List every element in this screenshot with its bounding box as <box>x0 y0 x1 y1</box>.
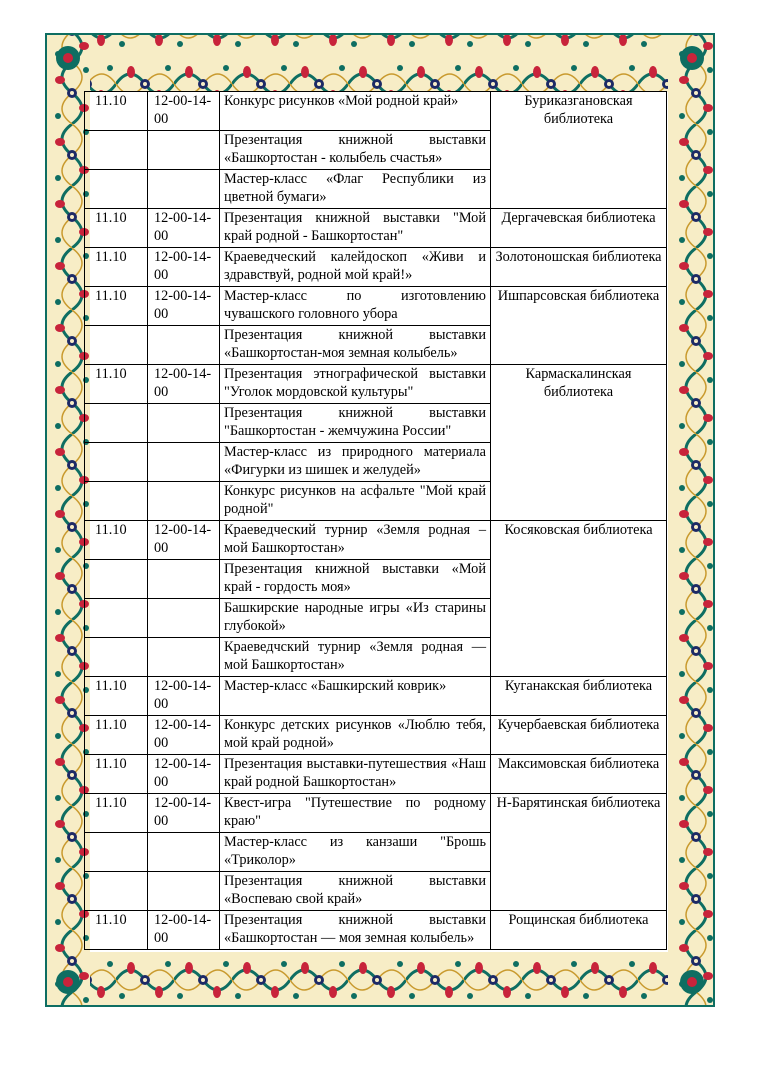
date-cell: 11.10 <box>85 521 148 560</box>
event-cell: Презентация книжной выставки «Башкортостан - колыбель счастья» <box>220 131 491 170</box>
date-cell: 11.10 <box>85 755 148 794</box>
date-cell <box>85 560 148 599</box>
library-cell: Буриказгановская библиотека <box>491 92 667 209</box>
time-cell: 12-00-14-00 <box>148 92 220 131</box>
date-cell <box>85 443 148 482</box>
date-cell <box>85 404 148 443</box>
time-cell <box>148 872 220 911</box>
time-cell <box>148 326 220 365</box>
library-cell: Кучербаевская библиотека <box>491 716 667 755</box>
date-cell: 11.10 <box>85 794 148 833</box>
date-cell: 11.10 <box>85 248 148 287</box>
time-cell: 12-00-14-00 <box>148 287 220 326</box>
event-cell: Мастер-класс «Флаг Республики из цветной бумаги» <box>220 170 491 209</box>
border-bottom <box>46 952 714 1006</box>
time-cell <box>148 638 220 677</box>
event-cell: Квест-игра "Путешествие по родному краю" <box>220 794 491 833</box>
event-cell: Башкирские народные игры «Из старины глубокой» <box>220 599 491 638</box>
event-cell: Презентация книжной выставки «Башкортостан — моя земная колыбель» <box>220 911 491 950</box>
date-cell: 11.10 <box>85 677 148 716</box>
table-row <box>85 716 667 755</box>
event-cell: Презентация выставки-путешествия «Наш край родной Башкортостан» <box>220 755 491 794</box>
date-cell <box>85 170 148 209</box>
table-row <box>85 911 667 950</box>
library-cell: Рощинская библиотека <box>491 911 667 950</box>
table-row <box>85 92 667 131</box>
table-row <box>85 521 667 560</box>
event-cell: Конкурс рисунков «Мой родной край» <box>220 92 491 131</box>
event-cell: Краеведческий турнир «Земля родная – мой Башкортостан» <box>220 521 491 560</box>
table-row <box>85 209 667 248</box>
event-cell: Презентация книжной выставки "Башкортостан - жемчужина России" <box>220 404 491 443</box>
time-cell: 12-00-14-00 <box>148 755 220 794</box>
time-cell: 12-00-14-00 <box>148 365 220 404</box>
table-row <box>85 365 667 404</box>
library-cell: Кармаскалинская библиотека <box>491 365 667 521</box>
event-cell: Мастер-класс из природного материала «Фигурки из шишек и желудей» <box>220 443 491 482</box>
date-cell <box>85 326 148 365</box>
date-cell: 11.10 <box>85 911 148 950</box>
library-cell: Косяковская библиотека <box>491 521 667 677</box>
time-cell: 12-00-14-00 <box>148 911 220 950</box>
date-cell <box>85 482 148 521</box>
event-cell: Мастер-класс «Башкирский коврик» <box>220 677 491 716</box>
event-cell: Конкурс детских рисунков «Люблю тебя, мой край родной» <box>220 716 491 755</box>
date-cell: 11.10 <box>85 209 148 248</box>
event-cell: Презентация книжной выставки «Башкортостан-моя земная колыбель» <box>220 326 491 365</box>
library-cell: Золотоношская библиотека <box>491 248 667 287</box>
table-row <box>85 677 667 716</box>
time-cell <box>148 560 220 599</box>
table-row <box>85 794 667 833</box>
event-cell: Краеведчский турнир «Земля родная — мой Башкортостан» <box>220 638 491 677</box>
event-cell: Конкурс рисунков на асфальте "Мой край родной" <box>220 482 491 521</box>
table-row <box>85 248 667 287</box>
time-cell <box>148 131 220 170</box>
date-cell <box>85 131 148 170</box>
time-cell: 12-00-14-00 <box>148 521 220 560</box>
date-cell <box>85 638 148 677</box>
time-cell <box>148 599 220 638</box>
time-cell <box>148 833 220 872</box>
date-cell <box>85 872 148 911</box>
date-cell: 11.10 <box>85 287 148 326</box>
date-cell: 11.10 <box>85 92 148 131</box>
event-cell: Мастер-класс из канзаши "Брошь «Триколор» <box>220 833 491 872</box>
time-cell: 12-00-14-00 <box>148 677 220 716</box>
time-cell <box>148 443 220 482</box>
table-row <box>85 755 667 794</box>
date-cell <box>85 833 148 872</box>
date-cell: 11.10 <box>85 365 148 404</box>
event-cell: Презентация книжной выставки «Воспеваю свой край» <box>220 872 491 911</box>
date-cell <box>85 599 148 638</box>
border-top <box>46 34 714 92</box>
date-cell: 11.10 <box>85 716 148 755</box>
library-cell: Дергачевская библиотека <box>491 209 667 248</box>
border-right <box>668 34 714 1006</box>
library-cell: Куганакская библиотека <box>491 677 667 716</box>
library-cell: Ишпарсовская библиотека <box>491 287 667 365</box>
library-cell: Н-Барятинская библиотека <box>491 794 667 911</box>
time-cell <box>148 482 220 521</box>
table-row <box>85 287 667 326</box>
time-cell: 12-00-14-00 <box>148 248 220 287</box>
event-cell: Мастер-класс по изготовлению чувашского головного убора <box>220 287 491 326</box>
library-cell: Максимовская библиотека <box>491 755 667 794</box>
event-cell: Презентация этнографической выставки "Уголок мордовской культуры" <box>220 365 491 404</box>
time-cell <box>148 170 220 209</box>
time-cell: 12-00-14-00 <box>148 716 220 755</box>
time-cell: 12-00-14-00 <box>148 209 220 248</box>
event-cell: Презентация книжной выставки "Мой край родной - Башкортостан" <box>220 209 491 248</box>
event-cell: Краеведческий калейдоскоп «Живи и здравствуй, родной мой край!» <box>220 248 491 287</box>
time-cell: 12-00-14-00 <box>148 794 220 833</box>
time-cell <box>148 404 220 443</box>
event-cell: Презентация книжной выставки «Мой край - гордость моя» <box>220 560 491 599</box>
events-schedule-table <box>84 91 667 950</box>
